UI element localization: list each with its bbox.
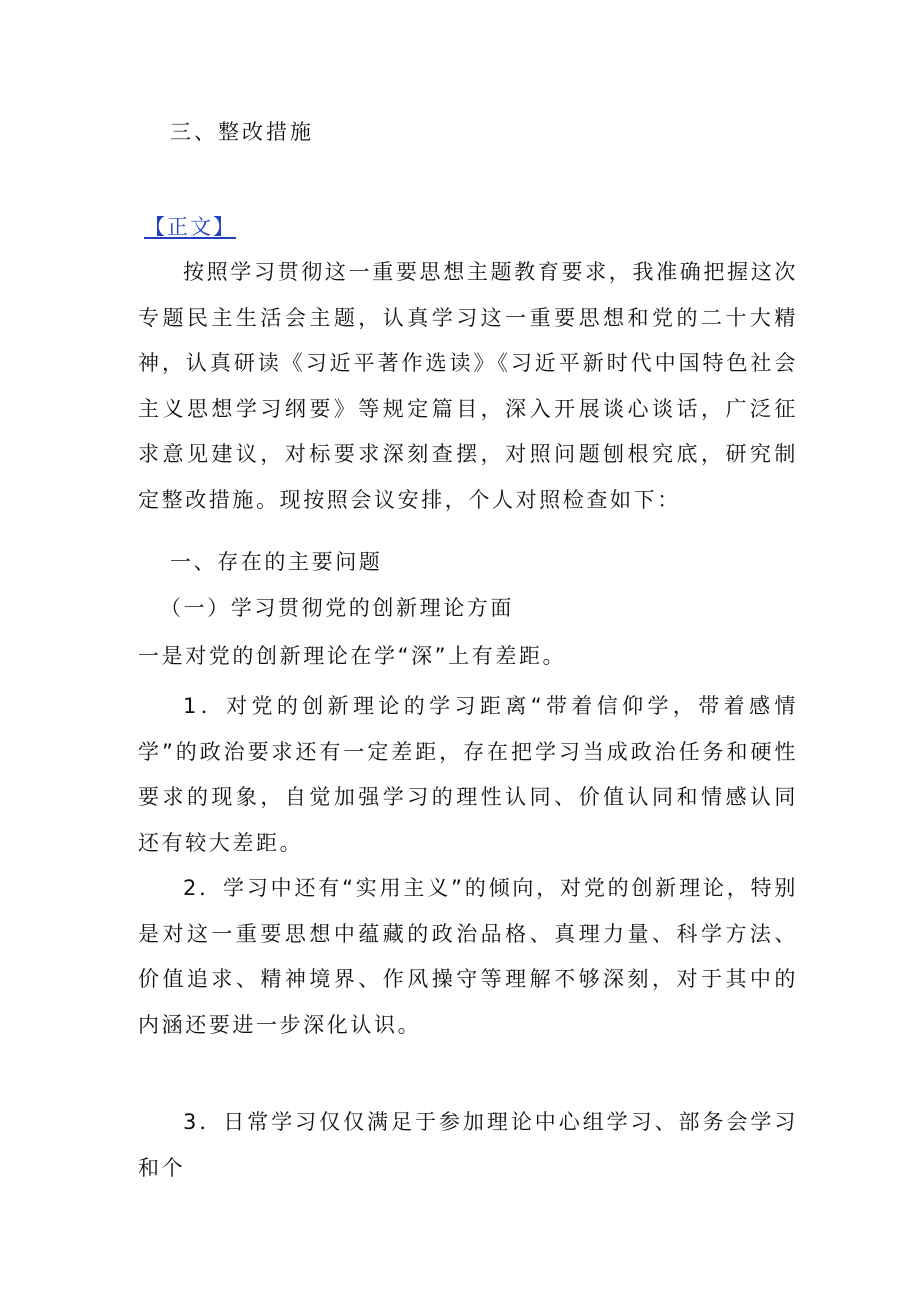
- list-item-1: 1．对党的创新理论的学习距离“带着信仰学，带着感情学”的政治要求还有一定差距，存在把学习当成政治任务和硬性要求的现象，自觉加强学习的理性认同、价值认同和情感认同还有较大差距。: [138, 694, 798, 855]
- section-title: 一、存在的主要问题: [170, 550, 383, 574]
- subsection-title: （一）学习贯彻党的创新理论方面: [160, 596, 514, 620]
- intro-paragraph: 按照学习贯彻这一重要思想主题教育要求，我准确把握这次专题民主生活会主题，认真学习这一重要思想和党的二十大精神，认真研读《习近平著作选读》《习近平新时代中国特色社会主义思想学习纲要》等规定篇目，深入开展谈心谈话，广泛征求意见建议，对标要求深刻查摆，对照问题刨根究底，研究制定整改措施。现按照会议安排，个人对照检查如下：: [138, 260, 798, 512]
- section-heading: 三、整改措施: [170, 120, 314, 144]
- body-text-link[interactable]: 【正文】: [144, 215, 236, 239]
- list-item-2: 2．学习中还有“实用主义”的倾向，对党的创新理论，特别是对这一重要思想中蕴藏的政治品格、真理力量、科学方法、价值追求、精神境界、作风操守等理解不够深刻，对于其中的内涵还要进一步深化认识。: [138, 876, 798, 1037]
- list-item-3: 3．日常学习仅仅满足于参加理论中心组学习、部务会学习和个: [138, 1110, 798, 1180]
- point-title: 一是对党的创新理论在学“深”上有差距。: [138, 644, 567, 668]
